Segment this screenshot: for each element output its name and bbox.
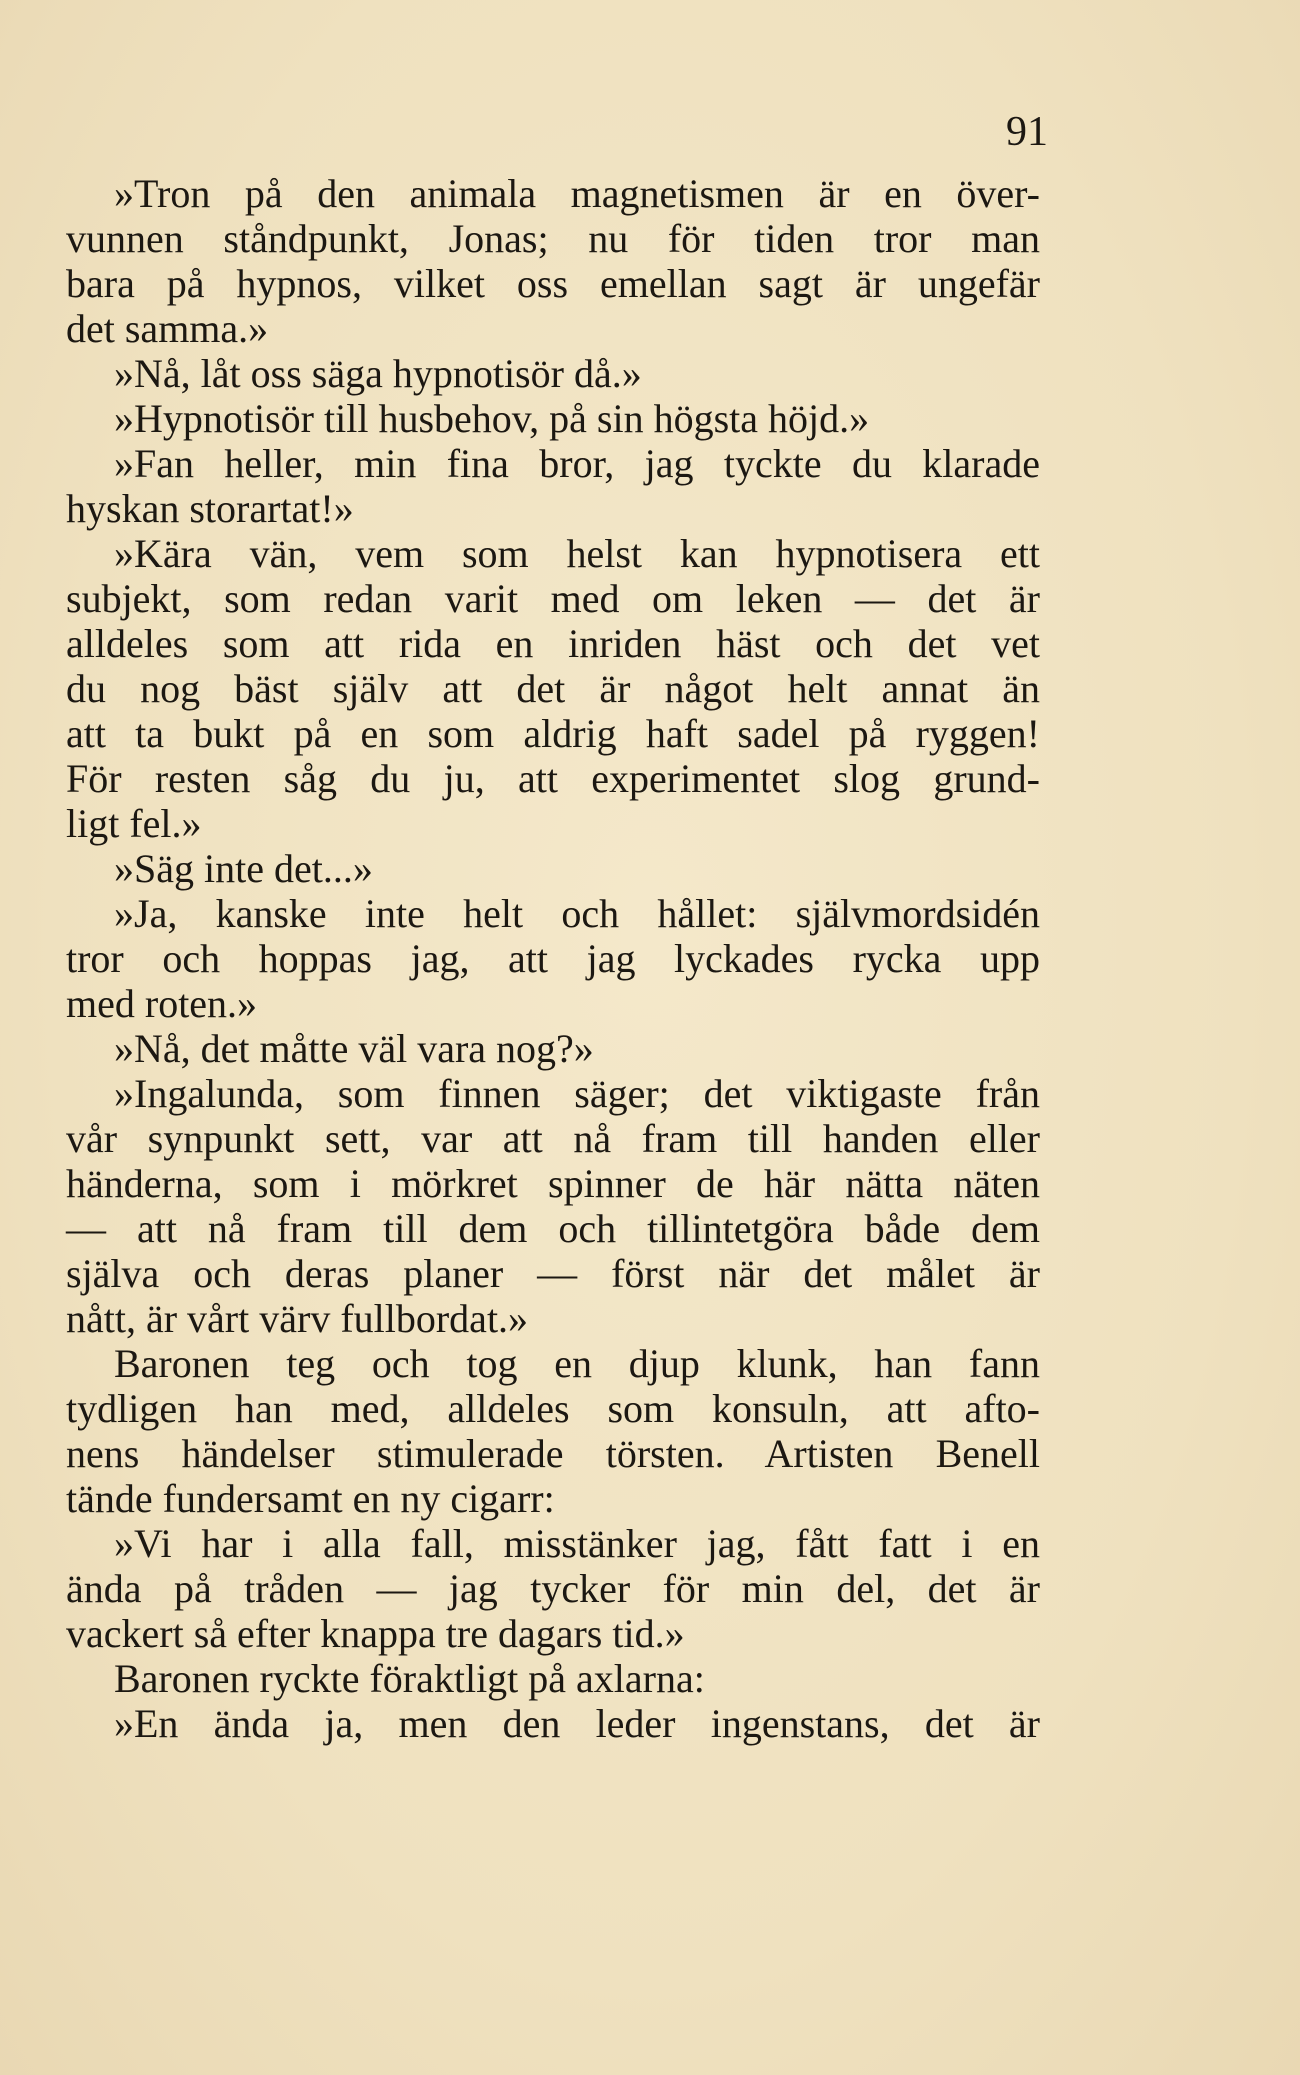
text-line: vår synpunkt sett, var att nå fram till handen eller	[66, 1116, 1040, 1161]
text-line: »Tron på den animala magnetismen är en över-	[114, 171, 1040, 216]
text-line: tror och hoppas jag, att jag lyckades rycka upp	[66, 936, 1040, 981]
text-line: »Hypnotisör till husbehov, på sin högsta höjd.»	[114, 396, 870, 441]
text-line: alldeles som att rida en inriden häst och det vet	[66, 621, 1040, 666]
text-line: subjekt, som redan varit med om leken — det är	[66, 576, 1040, 621]
text-line: »Vi har i alla fall, misstänker jag, fått fatt i en	[114, 1521, 1040, 1566]
text-line: — att nå fram till dem och tillintetgöra både dem	[66, 1206, 1040, 1251]
text-line: »Ja, kanske inte helt och hållet: självmordsidén	[114, 891, 1040, 936]
text-line: tydligen han med, alldeles som konsuln, att afto-	[66, 1386, 1040, 1431]
text-line: tände fundersamt en ny cigarr:	[66, 1476, 555, 1521]
text-line: Baronen ryckte föraktligt på axlarna:	[114, 1656, 705, 1701]
text-line: »Nå, det måtte väl vara nog?»	[114, 1026, 594, 1071]
text-line: »Kära vän, vem som helst kan hypnotisera ett	[114, 531, 1040, 576]
text-line: ända på tråden — jag tycker för min del, det är	[66, 1566, 1040, 1611]
text-line: »Nå, låt oss säga hypnotisör då.»	[114, 351, 642, 396]
text-line: själva och deras planer — först när det målet är	[66, 1251, 1040, 1296]
text-line: händerna, som i mörkret spinner de här nätta näten	[66, 1161, 1040, 1206]
text-line: För resten såg du ju, att experimentet slog grund-	[66, 756, 1040, 801]
text-line: med roten.»	[66, 981, 258, 1026]
text-line: vunnen ståndpunkt, Jonas; nu för tiden tror man	[66, 216, 1040, 261]
text-line: vackert så efter knappa tre dagars tid.»	[66, 1611, 685, 1656]
page-number: 91	[1006, 109, 1048, 155]
text-line: du nog bäst själv att det är något helt annat än	[66, 666, 1040, 711]
text-line: »Fan heller, min fina bror, jag tyckte du klarade	[114, 441, 1040, 486]
body-text	[66, 171, 1040, 1746]
text-line: nens händelser stimulerade törsten. Artisten Benell	[66, 1431, 1040, 1476]
text-line: »Ingalunda, som finnen säger; det viktigaste från	[114, 1071, 1040, 1116]
text-line: Baronen teg och tog en djup klunk, han fann	[114, 1341, 1040, 1386]
text-line: hyskan storartat!»	[66, 486, 354, 531]
text-line: »En ända ja, men den leder ingenstans, det är	[114, 1701, 1040, 1746]
text-line: det samma.»	[66, 306, 269, 351]
text-line: bara på hypnos, vilket oss emellan sagt är ungefär	[66, 261, 1040, 306]
text-line: »Säg inte det...»	[114, 846, 373, 891]
text-line: ligt fel.»	[66, 801, 202, 846]
text-line: nått, är vårt värv fullbordat.»	[66, 1296, 529, 1341]
text-line: att ta bukt på en som aldrig haft sadel på ryggen!	[66, 711, 1040, 756]
